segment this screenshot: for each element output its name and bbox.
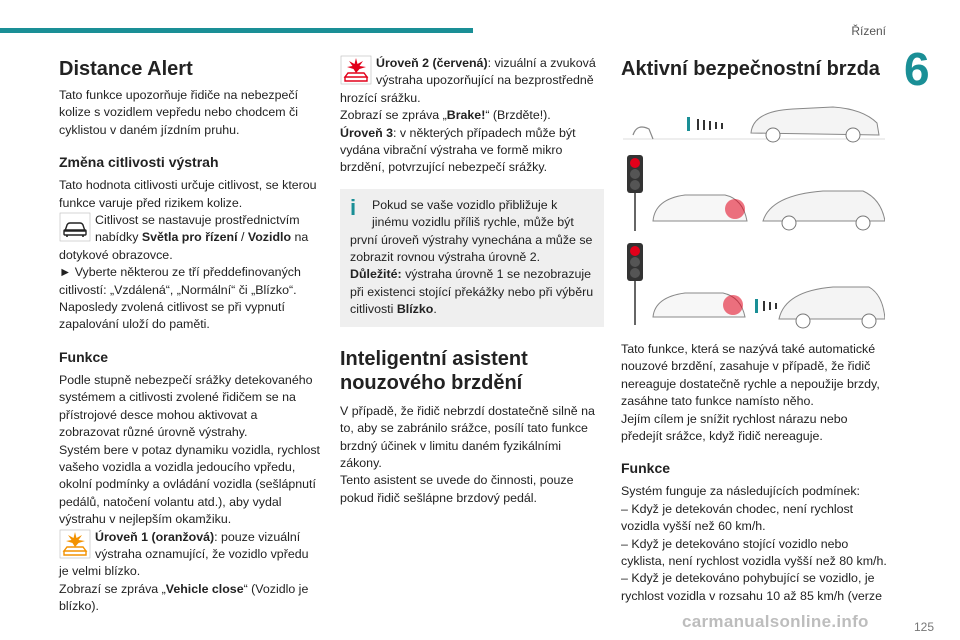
level-1-label: Úroveň 1 (oranžová) — [95, 529, 215, 544]
vehicle-close-message: Vehicle close — [165, 581, 244, 596]
sensitivity-title: Změna citlivosti výstrah — [59, 154, 219, 171]
sensitivity-menu-note — [59, 212, 321, 264]
function-text-2: Systém bere v potaz dynamiku vozidla, rychlost vašeho vozidla a vozidla jedoucího vpředu, okolní podmínky a ovládání vozidla (sešlápnutí pedálů, natočení volantu atd.), aby vydal výstrahu v nejlepším okamžiku. — [59, 442, 321, 527]
illustration-moving-vehicle-braking — [623, 239, 885, 329]
level-2-message-prefix: Zobrazí se zpráva „ — [340, 108, 447, 123]
function-text-1: Podle stupně nebezpečí srážky detekovaného systémem a citlivosti zvolené řidičem se na přístrojové desce mohou aktivovat a zobrazovat různé úrovně výstrahy. — [59, 372, 313, 440]
function-title: Funkce — [59, 348, 109, 365]
condition-pedestrian: – Když je detekován chodec, není rychlost vozidla vyšší než 60 km/h. — [621, 501, 854, 534]
sensitivity-text: Tato hodnota citlivosti určuje citlivost, se kterou funkce varuje před rizikem kolize. — [59, 178, 317, 210]
info-important-label: Důležité: — [350, 267, 402, 282]
active-safety-brake-text-2: Jejím cílem je snížit rychlost nárazu nebo předejít srážce, když řidič nereaguje. — [621, 411, 848, 444]
sensitivity-select-step: ► Vyberte některou ze tří předdefinovaných citlivostí: „Vzdálená“, „Normální“ či „Blízko“. — [59, 265, 301, 297]
watermark: carmanualsonline.info — [682, 612, 869, 631]
page-number: 125 — [913, 620, 934, 634]
emergency-brake-assist-text-2: Tento asistent se uvede do činnosti, pouze pokud řidič sešlápne brzdový pedál. — [340, 473, 574, 505]
column-3 — [621, 55, 887, 605]
level-2-message — [340, 107, 604, 124]
info-close-label: Blízko — [396, 302, 434, 317]
level-2-text: : vizuální a zvuková výstraha upozorňující na bezprostředně hrozící srážku. — [340, 56, 596, 105]
info-box — [340, 189, 604, 327]
chapter-number: 6 — [904, 43, 930, 95]
section-title: Řízení — [851, 24, 886, 38]
orange-collision-warning-icon — [59, 529, 91, 559]
menu-separator: / — [237, 230, 248, 245]
level-3-label: Úroveň 3 — [340, 125, 394, 140]
car-icon — [59, 212, 91, 242]
info-text-end: . — [433, 302, 437, 317]
distance-alert-intro: Tato funkce upozorňuje řidiče na nebezpečí kolize s vozidlem vepředu nebo chodcem či cyklistou v daném jízdním pruhu. — [59, 88, 299, 137]
header-accent-bar — [0, 28, 473, 33]
level-1-text: : pouze vizuální výstraha oznamující, že vozidlo vpředu je velmi blízko. — [59, 529, 309, 579]
level-3-note — [340, 125, 604, 177]
info-text-1: Pokud se vaše vozidlo přibližuje k jinému vozidlu příliš rychle, může být první úroveň výstrahy vynechána a může se zobrazit rovnou výstraha úrovně 2. — [350, 197, 593, 265]
active-brake-function-title: Funkce — [621, 460, 671, 477]
emergency-brake-assist-title: Inteligentní asistent nouzového brzdění — [340, 347, 528, 394]
emergency-brake-assist-text-1: V případě, že řidič nebrzdí dostatečně silně na to, aby se zabránilo srážce, posílí tato funkce brzdný účinek v limitu daném fyzikálními zákony. — [340, 403, 595, 470]
info-text-2: výstraha úrovně 1 se nezobrazuje při existenci stojící překážky nebo při výběru citlivosti — [350, 267, 594, 317]
sensitivity-menu-text: Citlivost se nastavuje prostřednictvím nabídky — [95, 213, 300, 245]
menu-lights-label: Světla pro řízení — [141, 230, 238, 245]
level-1-message — [59, 581, 321, 616]
level-1-note — [59, 529, 321, 581]
menu-vehicle-label: Vozidlo — [247, 230, 292, 245]
touchscreen-text: na dotykové obrazovce. — [59, 230, 309, 262]
condition-moving-vehicle: – Když je detekováno pohybující se vozidlo, je rychlost vozidla v rozsahu 10 až 85 km/h (verze — [621, 571, 883, 603]
condition-stationary-vehicle: – Když je detekováno stojící vozidlo nebo cyklista, není rychlost vozidla vyšší než 80 km/h. — [621, 536, 887, 569]
column-1 — [59, 55, 321, 616]
level-2-label: Úroveň 2 (červená) — [376, 56, 488, 70]
level-2-message-suffix: “ (Brzděte!). — [485, 108, 551, 123]
level-3-text: : v některých případech může být vydána vibrační výstraha ve formě mikro brzdění, potvrzující nebezpečí srážky. — [340, 125, 576, 175]
sensitivity-memory-note: Naposledy zvolená citlivost se při vypnutí zapalování uloží do paměti. — [59, 300, 285, 332]
active-safety-brake-title: Aktivní bezpečnostní brzda — [621, 58, 880, 80]
illustration-vehicle-braking — [623, 151, 885, 233]
level-2-note — [340, 55, 604, 107]
illustration-pedestrian-braking — [623, 93, 885, 145]
brake-message: Brake! — [446, 108, 486, 123]
red-collision-warning-icon — [340, 55, 372, 85]
active-brake-conditions-intro: Systém funguje za následujících podmínek: — [621, 484, 860, 499]
level-1-message-suffix: “ (Vozidlo je blízko). — [59, 581, 309, 614]
column-2 — [340, 55, 604, 507]
level-1-message-prefix: Zobrazí se zpráva „ — [59, 581, 166, 596]
active-safety-brake-text-1: Tato funkce, která se nazývá také automatické nouzové brzdění, zasahuje v případě, že řidič nereaguje dostatečně rychle a nepoužije brzdy, zasáhne tato funkce namísto něho. — [621, 342, 880, 409]
info-icon: i — [350, 194, 357, 220]
distance-alert-title: Distance Alert — [59, 58, 193, 80]
